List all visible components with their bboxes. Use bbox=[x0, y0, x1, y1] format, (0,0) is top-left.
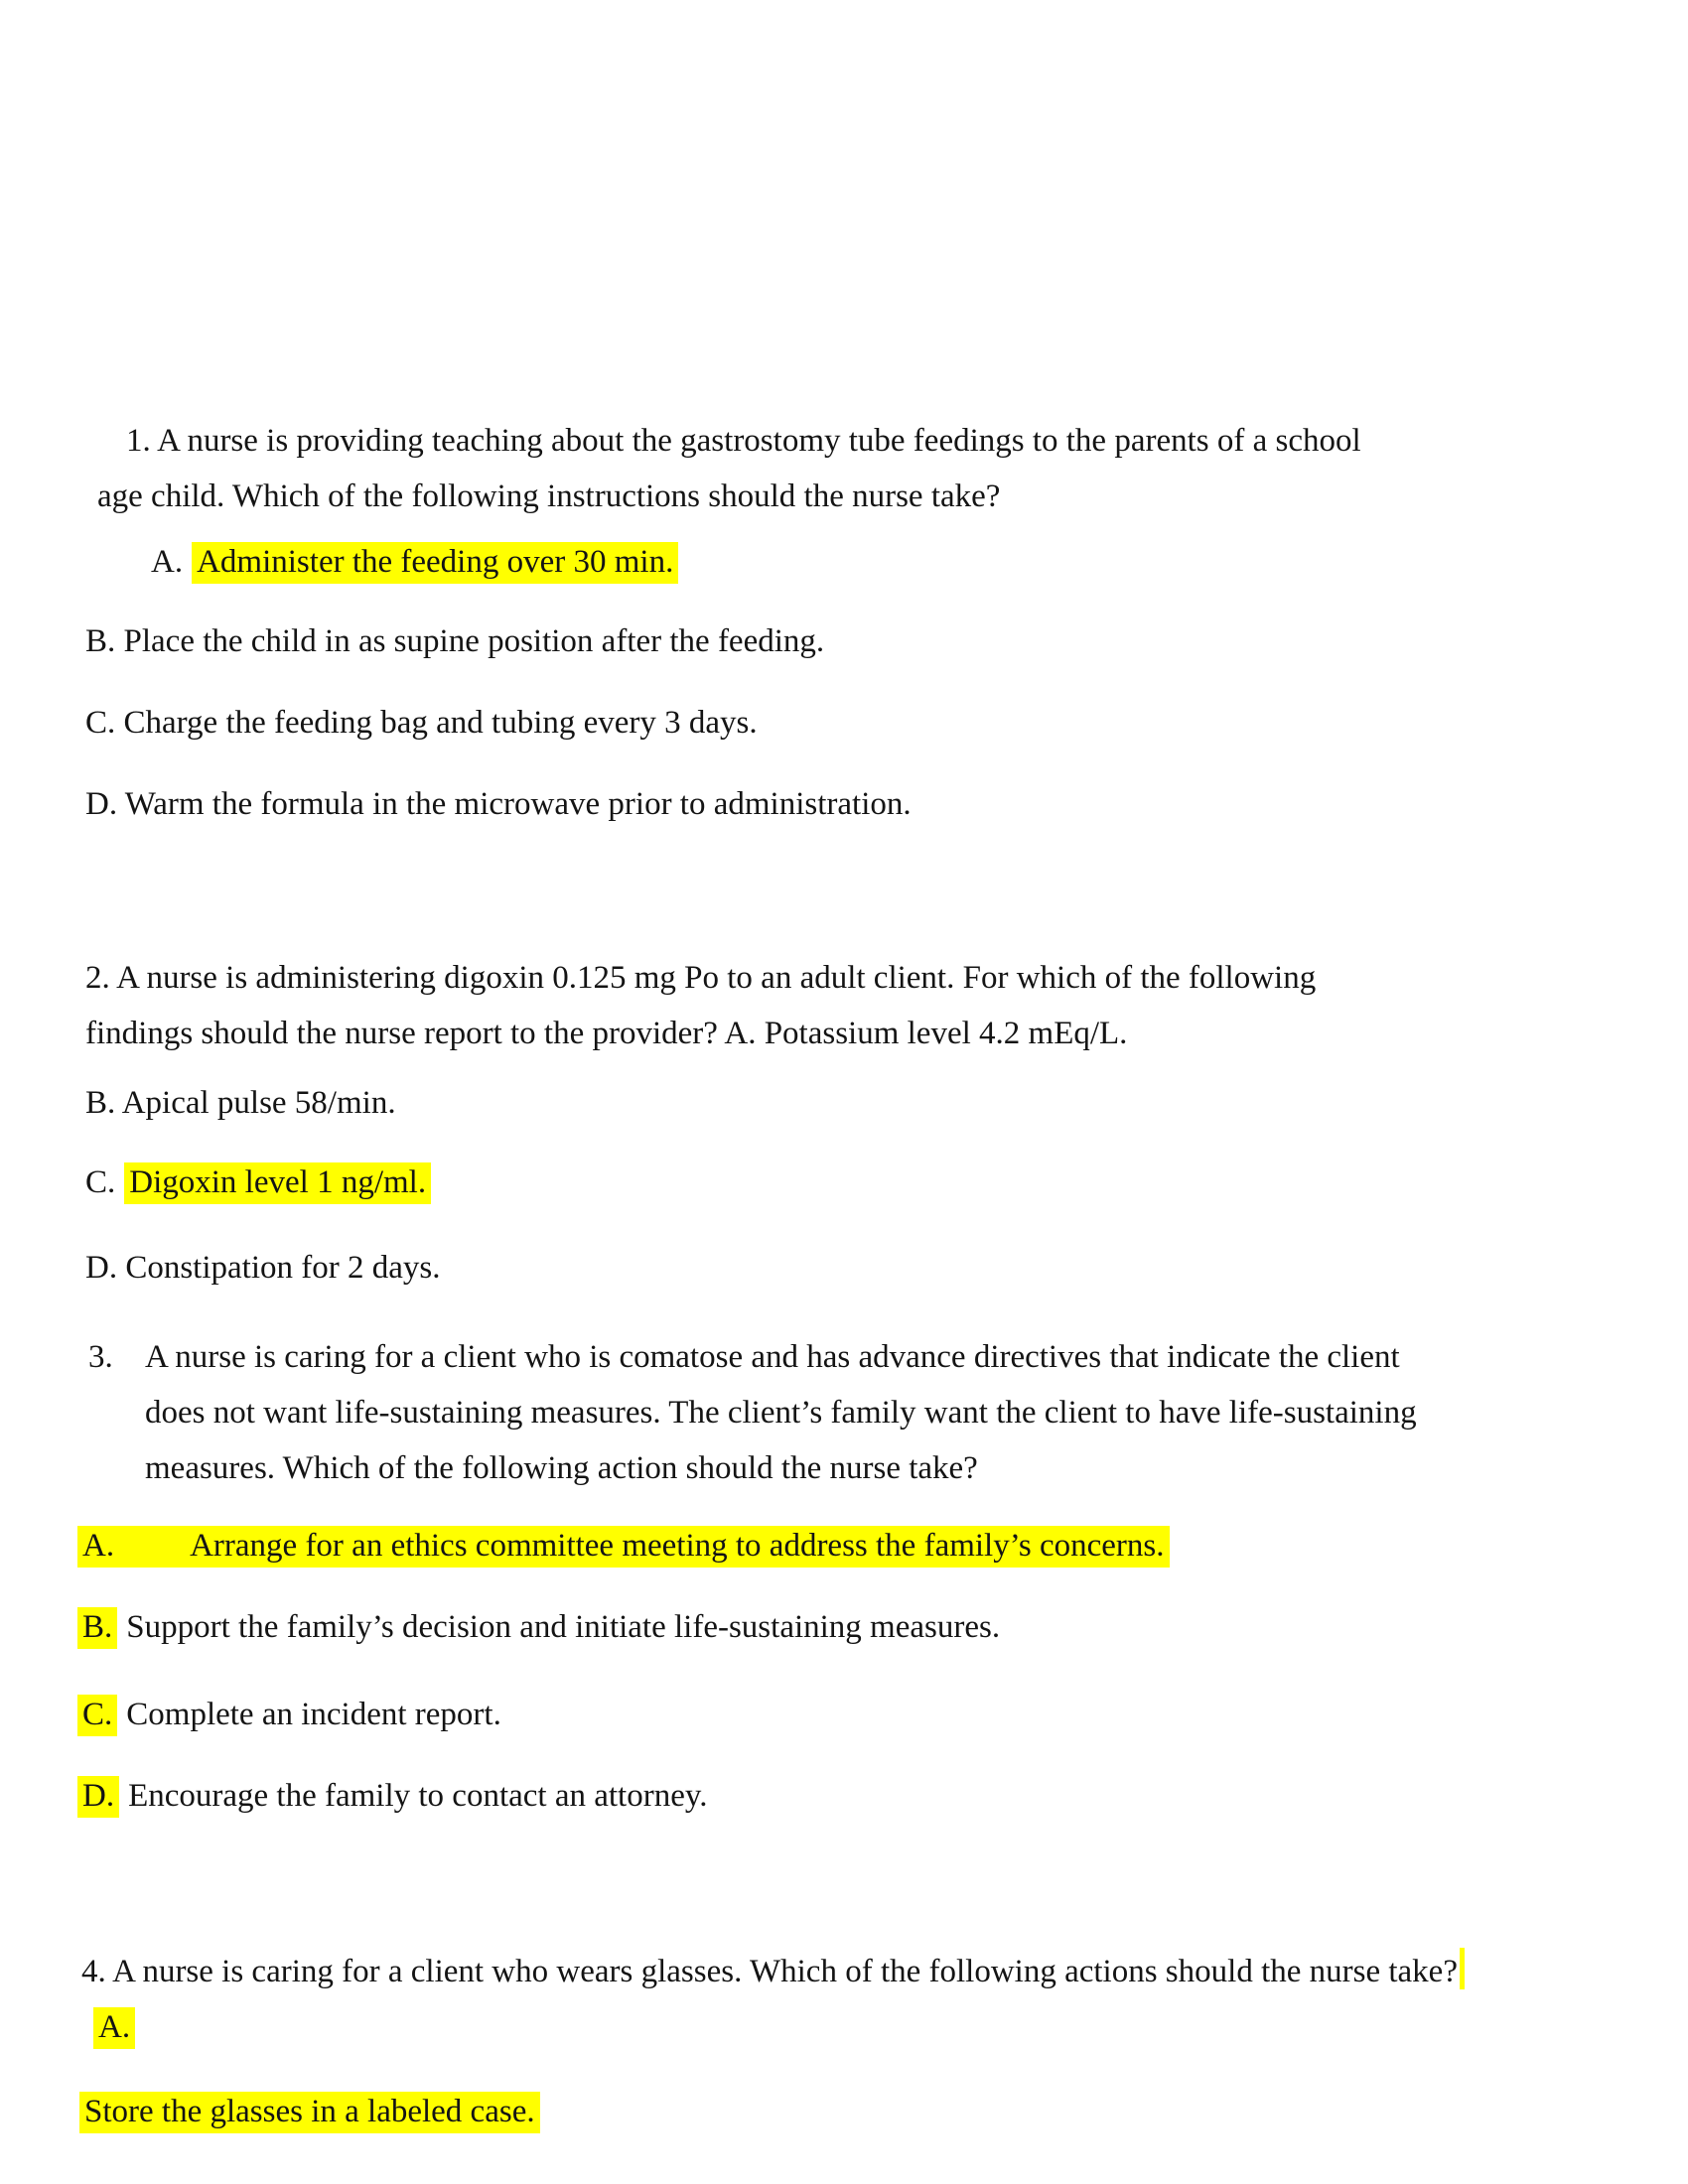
question-1-option-c: C. Charge the feeding bag and tubing every 3 days. bbox=[85, 705, 758, 741]
highlighted-answer-text: Store the glasses in a labeled case. bbox=[79, 2092, 540, 2133]
question-2-line-2: findings should the nurse report to the provider? A. Potassium level 4.2 mEq/L. bbox=[85, 1016, 1128, 1051]
question-1-option-a bbox=[85, 534, 1648, 590]
highlighted-answer-text: Digoxin level 1 ng/ml. bbox=[124, 1162, 431, 1204]
question-3-number: 3. bbox=[88, 1339, 113, 1375]
option-a-text: Arrange for an ethics committee meeting to address the family’s concerns. bbox=[190, 1528, 1165, 1564]
question-3-text-line-1: A nurse is caring for a client who is comatose and has advance directives that indicate the client bbox=[145, 1339, 1400, 1375]
option-a-label: A. bbox=[151, 544, 184, 580]
option-d-text: Encourage the family to contact an attorney. bbox=[128, 1778, 708, 1814]
question-1 bbox=[85, 413, 1648, 524]
question-3-line-3: measures. Which of the following action should the nurse take? bbox=[145, 1450, 978, 1486]
question-2-option-c bbox=[85, 1155, 1648, 1210]
highlighted-answer-line bbox=[77, 1526, 1170, 1568]
highlighted-option-label: A. bbox=[93, 2007, 135, 2049]
highlighted-answer-text: Administer the feeding over 30 min. bbox=[192, 542, 678, 584]
question-3-option-d bbox=[77, 1768, 1648, 1824]
option-c-text: Complete an incident report. bbox=[126, 1697, 501, 1732]
question-1-line-2: age child. Which of the following instructions should the nurse take? bbox=[97, 478, 1001, 514]
question-2-line-1: 2. A nurse is administering digoxin 0.125 mg Po to an adult client. For which of the following bbox=[85, 960, 1317, 996]
question-1-line-1: 1. A nurse is providing teaching about the gastrostomy tube feedings to the parents of a school bbox=[126, 423, 1361, 459]
question-1-option-b: B. Place the child in as supine position after the feeding. bbox=[85, 623, 825, 659]
option-a-label: A. bbox=[82, 1528, 115, 1564]
option-b-text: Support the family’s decision and initiate life-sustaining measures. bbox=[126, 1609, 1001, 1645]
question-2 bbox=[85, 950, 1648, 1061]
question-3-line-1 bbox=[88, 1329, 1648, 1385]
question-3-option-a bbox=[77, 1518, 1648, 1573]
highlighted-option-label: D. bbox=[77, 1776, 119, 1818]
question-1-option-d: D. Warm the formula in the microwave prior to administration. bbox=[85, 786, 912, 822]
question-3 bbox=[85, 1329, 1648, 1496]
question-3-option-c bbox=[77, 1687, 1648, 1742]
question-4-option-a bbox=[93, 1999, 1648, 2055]
question-4-line-1 bbox=[81, 1944, 1648, 1999]
question-4-text: 4. A nurse is caring for a client who wears glasses. Which of the following actions should the nurse take? bbox=[81, 1954, 1458, 1989]
text-cursor bbox=[1460, 1948, 1465, 1989]
highlighted-option-label: B. bbox=[77, 1607, 117, 1649]
question-3-line-2: does not want life-sustaining measures. The client’s family want the client to have life-sustaining bbox=[145, 1395, 1417, 1431]
option-c-label: C. bbox=[85, 1164, 116, 1200]
highlighted-option-label: C. bbox=[77, 1695, 117, 1736]
question-3-option-b bbox=[77, 1599, 1648, 1655]
question-2-option-d: D. Constipation for 2 days. bbox=[85, 1250, 441, 1286]
question-2-option-b: B. Apical pulse 58/min. bbox=[85, 1085, 396, 1121]
question-4-answer bbox=[79, 2084, 1648, 2139]
